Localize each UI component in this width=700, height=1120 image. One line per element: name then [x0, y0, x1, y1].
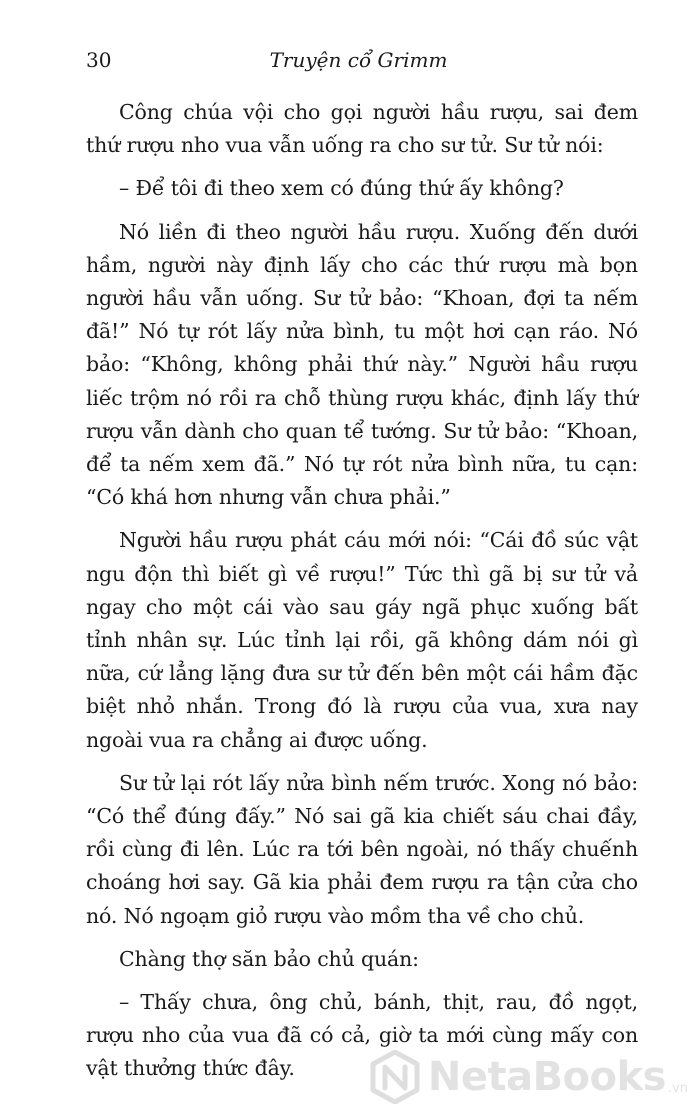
- paragraph: Sư tử lại rót lấy nửa bình nếm trước. Xong nó bảo: “Có thể đúng đấy.” Nó sai gã kia chiết sáu chai đầy, rồi cùng đi lên. Lúc ra tới bên ngoài, nó thấy chuếnh choáng hơi say. Gã kia phải đem rượu ra tận cửa cho nó. Nó ngoạm giỏ rượu vào mồm tha về cho chủ.: [86, 770, 638, 928]
- watermark: [370, 1050, 688, 1104]
- page-body: [86, 96, 638, 1096]
- netabooks-logo-icon: [370, 1050, 420, 1104]
- page-header: [86, 44, 631, 78]
- paragraph: – Thấy chưa, ông chủ, bánh, thịt, rau, đồ ngọt, rượu nho của vua đã có cả, giờ ta mới cùng mấy con vật thưởng thức đây.: [86, 990, 638, 1081]
- paragraph: – Để tôi đi theo xem có đúng thứ ấy không?: [119, 176, 564, 201]
- paragraph: Nó liền đi theo người hầu rượu. Xuống đến dưới hầm, người này định lấy cho các thứ rượu mà bọn người hầu vẫn uống. Sư tử bảo: “Khoan, đợi ta nếm đã!” Nó tự rót lấy nửa bình, tu một hơi cạn ráo. Nó bảo: “Không, không phải thứ này.” Người hầu rượu liếc trộm nó rồi ra chỗ thùng rượu khác, định lấy thứ rượu vẫn dành cho quan tể tướng. Sư tử bảo: “Khoan, để ta nếm xem đã.” Nó tự rót nửa bình nữa, tu cạn: “Có khá hơn nhưng vẫn chưa phải.”: [86, 219, 638, 510]
- watermark-suffix: .vn: [667, 1081, 688, 1096]
- page-number: 30: [86, 48, 112, 72]
- paragraph: Công chúa vội cho gọi người hầu rượu, sai đem thứ rượu nho vua vẫn uống ra cho sư tử. Sư tử nói:: [86, 100, 638, 158]
- watermark-brand: NetaBooks: [427, 1054, 666, 1100]
- paragraph: Chàng thợ săn bảo chủ quán:: [119, 946, 419, 971]
- paragraph: Người hầu rượu phát cáu mới nói: “Cái đồ súc vật ngu độn thì biết gì về rượu!” Tức thì gã bị sư tử vả ngay cho một cái vào sau gáy ngã phục xuống bất tỉnh nhân sự. Lúc tỉnh lại rồi, gã không dám nói gì nữa, cứ lẳng lặng đưa sư tử đến bên một cái hầm đặc biệt nhỏ nhắn. Trong đó là rượu của vua, xưa nay ngoài vua ra chẳng ai được uống.: [86, 528, 638, 752]
- running-title: Truyện cổ Grimm: [269, 48, 448, 72]
